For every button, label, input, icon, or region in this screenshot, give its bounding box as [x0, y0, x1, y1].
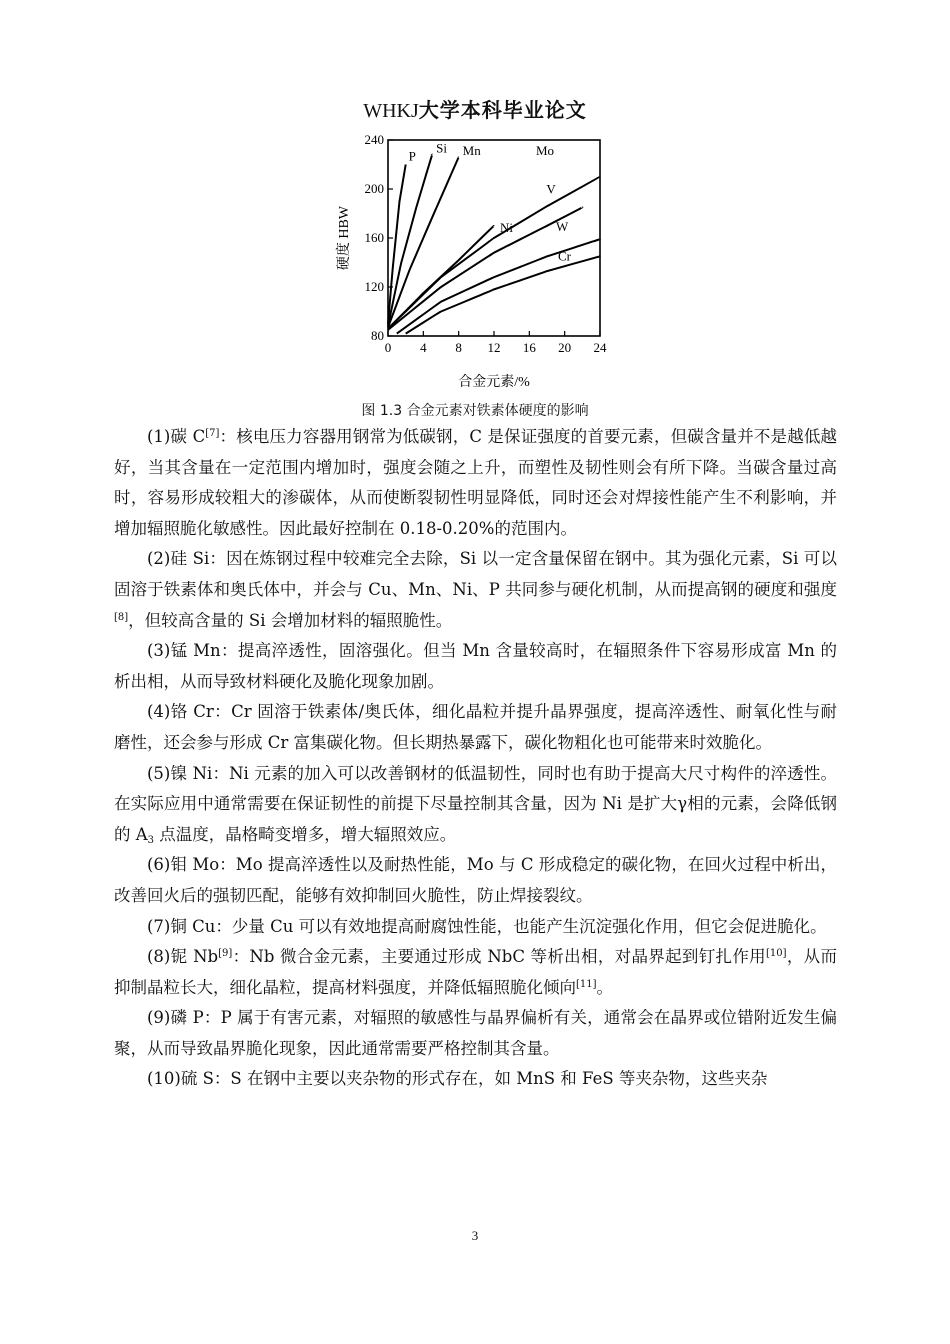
- paragraph-copper: (7)铜 Cu：少量 Cu 可以有效地提高耐腐蚀性能，也能产生沉淀强化作用，但它会促进脆化。: [147, 916, 827, 936]
- page-header: [0, 94, 950, 123]
- subscript: 3: [147, 834, 155, 846]
- citation-ref: [10]: [766, 948, 787, 960]
- paragraph-carbon: [114, 422, 837, 544]
- series-label-cr: Cr: [558, 248, 571, 264]
- text-run: (5)镍 Ni：Ni 元素的加入可以改善钢材的低温韧性，同时也有助于提高大尺寸构件的淬透性。在实际应用中通常需要在保证韧性的前提下尽量控制其含量，因为 Ni 是扩大γ相的元素，会降低钢的 A: [114, 763, 837, 844]
- text-run: (1)碳 C: [147, 427, 206, 446]
- series-line-p: [388, 165, 406, 324]
- citation-ref: [7]: [205, 428, 220, 439]
- citation-ref: [8]: [114, 611, 129, 623]
- y-axis-label: 硬度 HBW: [337, 205, 352, 271]
- hardness-chart: [330, 128, 620, 398]
- x-tick-label: 0: [384, 340, 392, 355]
- series-label-mo: Mo: [536, 142, 555, 158]
- paragraph-molybdenum: (6)钼 Mo：Mo 提高淬透性以及耐热性能，Mo 与 C 形成稳定的碳化物，在回火过程中析出，改善回火后的强韧匹配，能够有效抑制回火脆性，防止焊接裂纹。: [114, 855, 837, 905]
- x-axis-label: 合金元素/%: [458, 375, 530, 390]
- figure-caption: 图 1.3 合金元素对铁素体硬度的影响: [361, 403, 589, 419]
- text-run: 点温度，晶格畸变增多，增大辐照效应。: [154, 824, 457, 844]
- text-run: (2)硅 Si：因在炼钢过程中较难完全去除，Si 以一定含量保留在钢中。其为强化元素，Si 可以固溶于铁素体和奥氏体中，并会与 Cu、Mn、Ni、P 共同参与硬化机制，从而提高钢的硬度和强度: [114, 549, 837, 599]
- text-run: 。: [596, 977, 614, 997]
- series-label-ni: Ni: [500, 219, 513, 235]
- series-label-v: V: [546, 181, 556, 197]
- paragraph-silicon: [114, 544, 837, 636]
- page-number: 3: [471, 1228, 479, 1243]
- y-tick-label: 80: [371, 328, 384, 343]
- text-run: ，但较高含量的 Si 会增加材料的辐照脆性。: [128, 610, 453, 630]
- x-tick-label: 8: [455, 340, 462, 355]
- y-tick-label: 240: [364, 132, 384, 147]
- paragraph-manganese: (3)锰 Mn：提高淬透性，固溶强化。但当 Mn 含量较高时，在辐照条件下容易形成富 Mn 的析出相，从而导致材料硬化及脆化现象加剧。: [114, 641, 837, 691]
- x-tick-label: 20: [558, 340, 572, 355]
- x-tick-label: 16: [522, 340, 536, 355]
- x-tick-label: 12: [487, 340, 501, 355]
- series-label-p: P: [408, 148, 416, 164]
- series-label-mn: Mn: [462, 143, 481, 159]
- series-line-cr: [406, 256, 600, 333]
- text-run: ：Nb 微合金元素，主要通过形成 NbC 等析出相，对晶界起到钉扎作用: [232, 947, 767, 967]
- x-tick-label: 24: [593, 340, 607, 355]
- series-label-w: W: [556, 219, 569, 235]
- text-run: (8)铌 Nb: [147, 947, 219, 967]
- citation-ref: [9]: [218, 948, 233, 960]
- text-run: ，从而抑制晶粒长大，细化晶粒，提高材料强度，并降低辐照脆化倾向: [114, 947, 838, 997]
- y-tick-label: 160: [364, 230, 384, 245]
- paragraph-phosphorus: (9)磷 P：P 属于有害元素，对辐照的敏感性与晶界偏析有关，通常会在晶界或位错附近发生偏聚，从而导致晶界脆化现象，因此通常需要严格控制其含量。: [114, 1008, 837, 1058]
- y-tick-label: 120: [364, 279, 384, 294]
- citation-ref: [11]: [576, 978, 597, 990]
- series-label-si: Si: [436, 140, 448, 156]
- header-title: 大学本科毕业论文: [418, 98, 587, 122]
- paragraph-chromium: (4)铬 Cr：Cr 固溶于铁素体/奥氏体，细化晶粒并提升晶界强度，提高淬透性、耐氧化性与耐磨性，还会参与形成 Cr 富集碳化物。但长期热暴露下，碳化物粗化也可能带来时效脆化。: [114, 702, 837, 752]
- paragraph-nickel: [114, 759, 837, 851]
- header-latin: WHKJ: [363, 100, 419, 122]
- text-run: ：核电压力容器用钢常为低碳钢，C 是保证强度的首要元素，但碳含量并不是越低越好，当其含量在一定范围内增加时，强度会随之上升，而塑性及韧性则会有所下降。当碳含量过高时，容易形成较粗大的渗碳体，从而使断裂韧性明显降低，同时还会对焊接性能产生不利影响，并增加辐照脆化敏感性。因此最好控制在 0.18-0.20%的范围内。: [114, 427, 837, 538]
- y-tick-label: 200: [364, 181, 384, 196]
- x-tick-label: 4: [420, 340, 427, 355]
- paragraph-niobium: [114, 942, 837, 1003]
- body-text: [114, 422, 837, 1095]
- paragraph-sulfur: (10)硫 S：S 在钢中主要以夹杂物的形式存在，如 MnS 和 FeS 等夹杂物，这些夹杂: [147, 1069, 768, 1089]
